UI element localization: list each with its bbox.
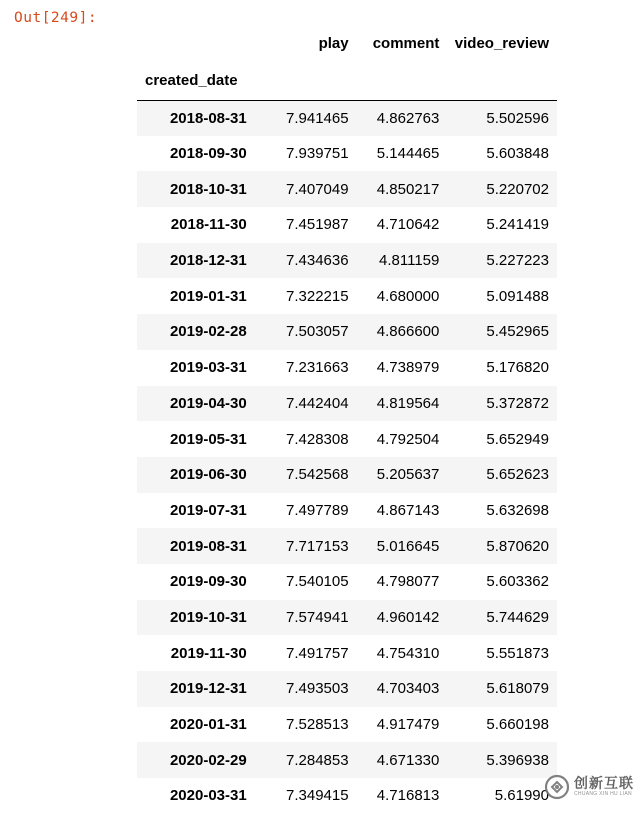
watermark-text: 创新互联 (574, 775, 634, 791)
cell-video-review: 5.241419 (486, 216, 549, 234)
table-row (137, 421, 557, 457)
cell-comment: 4.917479 (376, 716, 440, 734)
cell-play: 7.491757 (286, 644, 349, 662)
cell-play: 7.939751 (286, 145, 349, 163)
table-row (137, 778, 557, 814)
table-row (137, 386, 557, 422)
table-row (137, 707, 557, 743)
cell-video-review: 5.61990 (494, 787, 549, 805)
cell-play: 7.434636 (286, 252, 349, 270)
row-index-date: 2018-08-31 (169, 109, 247, 127)
row-index-date: 2020-01-31 (169, 716, 247, 734)
cell-comment: 4.798077 (376, 573, 440, 591)
table-header (137, 24, 557, 100)
row-index-date: 2018-12-31 (169, 252, 247, 270)
cell-video-review: 5.220702 (486, 180, 549, 198)
cell-comment: 5.205637 (376, 466, 440, 484)
row-index-date: 2019-12-31 (169, 680, 247, 698)
watermark (544, 764, 641, 809)
cell-comment: 4.850217 (376, 180, 440, 198)
column-header-play: play (318, 34, 349, 52)
cell-play: 7.451987 (286, 216, 349, 234)
cell-comment: 4.703403 (376, 680, 440, 698)
index-name-label: created_date (137, 62, 263, 100)
cell-comment: 4.680000 (376, 287, 440, 305)
table-row (137, 314, 557, 350)
cell-play: 7.574941 (286, 608, 349, 626)
table-row (137, 528, 557, 564)
column-header-comment: comment (372, 34, 440, 52)
cell-video-review: 5.372872 (486, 394, 549, 412)
cell-video-review: 5.551873 (486, 644, 549, 662)
cell-play: 7.528513 (286, 716, 349, 734)
table-row (137, 243, 557, 279)
row-index-date: 2019-05-31 (169, 430, 247, 448)
cell-play: 7.717153 (286, 537, 349, 555)
cell-comment: 4.738979 (376, 359, 440, 377)
row-index-date: 2019-11-30 (170, 644, 247, 662)
cell-comment: 4.792504 (376, 430, 440, 448)
row-index-date: 2018-11-30 (170, 216, 247, 234)
cell-video-review: 5.618079 (486, 680, 549, 698)
cell-play: 7.322215 (286, 287, 349, 305)
cell-comment: 4.867143 (376, 501, 440, 519)
cell-comment: 4.819564 (376, 394, 440, 412)
cell-comment: 4.862763 (376, 109, 440, 127)
index-name-spacer (263, 62, 349, 100)
table-row (137, 671, 557, 707)
cell-play: 7.284853 (286, 751, 349, 769)
cell-comment: 4.710642 (376, 216, 440, 234)
cell-play: 7.540105 (286, 573, 349, 591)
watermark-text-block (574, 776, 634, 797)
cell-video-review: 5.603362 (486, 573, 549, 591)
table-row (137, 600, 557, 636)
table-row (137, 100, 557, 136)
cell-play: 7.442404 (286, 394, 349, 412)
row-index-date: 2020-03-31 (169, 787, 247, 805)
index-name-row (137, 62, 557, 100)
cell-video-review: 5.652623 (486, 466, 549, 484)
dataframe-output (137, 24, 557, 814)
table-row (137, 171, 557, 207)
row-index-date: 2019-04-30 (169, 394, 247, 412)
cell-video-review: 5.652949 (486, 430, 549, 448)
cell-play: 7.497789 (286, 501, 349, 519)
watermark-logo-icon (544, 774, 570, 800)
cell-play: 7.428308 (286, 430, 349, 448)
cell-play: 7.493503 (286, 680, 349, 698)
index-name-spacer (439, 62, 557, 100)
index-name-spacer (349, 62, 440, 100)
table-row (137, 350, 557, 386)
cell-comment: 4.754310 (376, 644, 440, 662)
row-index-date: 2019-10-31 (169, 608, 247, 626)
cell-comment: 4.811159 (379, 252, 440, 270)
cell-comment: 4.671330 (376, 751, 440, 769)
table-row (137, 278, 557, 314)
table-row (137, 493, 557, 529)
row-index-date: 2018-10-31 (169, 180, 247, 198)
table-row (137, 564, 557, 600)
column-header-row (137, 24, 557, 62)
cell-play: 7.407049 (286, 180, 349, 198)
cell-play: 7.542568 (286, 466, 349, 484)
cell-video-review: 5.744629 (486, 608, 549, 626)
table-row (137, 742, 557, 778)
cell-video-review: 5.176820 (486, 359, 549, 377)
output-prompt: Out[249]: (14, 10, 98, 26)
cell-play: 7.503057 (286, 323, 349, 341)
dataframe-table (137, 24, 557, 814)
watermark-subtext: CHUANG XIN HU LIAN (574, 791, 632, 797)
row-index-date: 2019-03-31 (169, 359, 247, 377)
cell-video-review: 5.452965 (486, 323, 549, 341)
cell-play: 7.941465 (286, 109, 349, 127)
cell-comment: 4.866600 (376, 323, 440, 341)
row-index-date: 2020-02-29 (169, 751, 247, 769)
cell-video-review: 5.660198 (486, 716, 549, 734)
cell-video-review: 5.632698 (486, 501, 549, 519)
table-row (137, 136, 557, 172)
row-index-date: 2018-09-30 (169, 145, 247, 163)
cell-comment: 5.016645 (376, 537, 440, 555)
cell-comment: 5.144465 (376, 145, 440, 163)
cell-video-review: 5.396938 (486, 751, 549, 769)
table-body (137, 100, 557, 814)
index-column-spacer (137, 24, 263, 62)
column-header-video-review: video_review (454, 34, 549, 52)
row-index-date: 2019-06-30 (169, 466, 247, 484)
table-row (137, 207, 557, 243)
table-row (137, 635, 557, 671)
cell-video-review: 5.603848 (486, 145, 549, 163)
cell-video-review: 5.870620 (486, 537, 549, 555)
row-index-date: 2019-02-28 (169, 323, 247, 341)
cell-video-review: 5.091488 (486, 287, 549, 305)
cell-play: 7.231663 (286, 359, 349, 377)
cell-video-review: 5.502596 (486, 109, 549, 127)
table-row (137, 457, 557, 493)
cell-play: 7.349415 (286, 787, 349, 805)
cell-video-review: 5.227223 (486, 252, 549, 270)
row-index-date: 2019-07-31 (169, 501, 247, 519)
row-index-date: 2019-08-31 (169, 537, 247, 555)
cell-comment: 4.716813 (376, 787, 440, 805)
row-index-date: 2019-09-30 (169, 573, 247, 591)
cell-comment: 4.960142 (376, 608, 440, 626)
row-index-date: 2019-01-31 (169, 287, 247, 305)
